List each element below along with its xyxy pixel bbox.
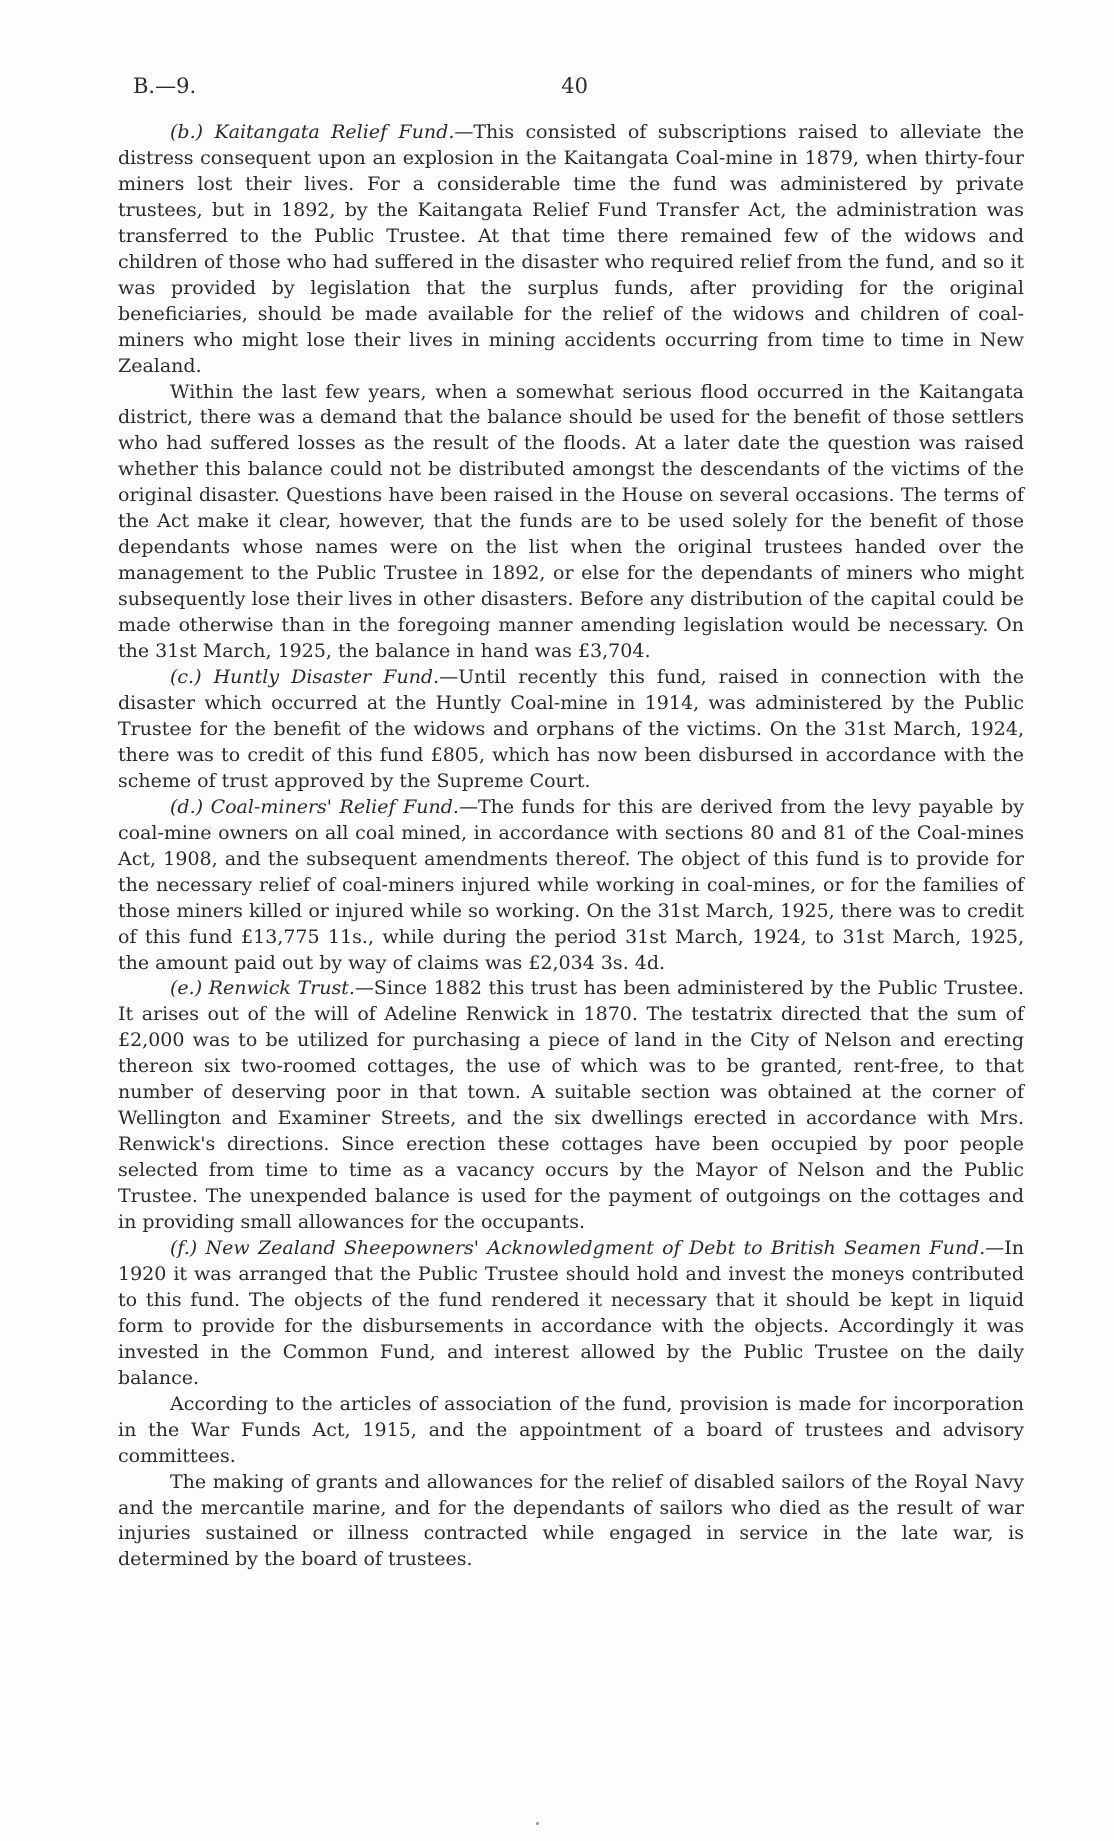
section-heading: Coal-miners' Relief Fund. [210,795,459,818]
section-heading: Kaitangata Relief Fund. [214,121,455,143]
paragraph-huntly-disaster-fund: (c.) Huntly Disaster Fund.—Until recently this fund, raised in connection with the disaster which occurred at the Huntly Coal-mine in 1914, was administered by the Public Trustee for the benefit of the widows and orphans of the victims. On the 31st March, 1924, there was to credit of this fund £805, which has now been disbursed in accordance with the scheme of trust approved by the Supreme Court. [118,666,1025,792]
paragraph-kaitangata-relief-fund: (b.) Kaitangata Relief Fund.—This consisted of subscriptions raised to alleviate the distress consequent upon an explosion in the Kaitangata Coal-mine in 1879, when thirty-four miners lost their lives. For a considerable time the fund was administered by private trustees, but in 1892, by the Kaitangata Relief Fund Transfer Act, the administration was transferred to the Public Trustee. At that time there remained few of the widows and children of those who had suffered in the disaster who required relief from the fund, and so it was provided by legislation that the surplus funds, after providing for the original beneficiaries, should be made available for the relief of the widows and children of coal-miners who might lose their lives in mining accidents occurring from time to time in New Zealand. [118,121,1024,377]
paragraph-articles-of-association: According to the articles of association of the fund, provision is made for incorporation in the War Funds Act, 1915, and the appointment of a board of trustees and advisory committees. [118,1392,1024,1467]
body-text [118,120,1024,1573]
paragraph-grants-and-allowances: The making of grants and allowances for the relief of disabled sailors of the Royal Navy and the mercantile marine, and for the dependants of sailors who died as the result of war injuries sustained or illness contracted while engaged in service in the late war, is determined by the board of trustees. [118,1470,1024,1571]
paragraph-coal-miners-relief-fund: (d.) Coal-miners' Relief Fund.—The funds for this are derived from the levy payable by coal-mine owners on all coal mined, in accordance with sections 80 and 81 of the Coal-mines Act, 1908, and the subsequent amendments thereof. The object of this fund is to provide for the necessary relief of coal-miners injured while working in coal-mines, or for the families of those miners killed or injured while so working. On the 31st March, 1925, there was to credit of this fund £13,775 11s., while during the period 31st March, 1924, to 31st March, 1925, the amount paid out by way of claims was £2,034 3s. 4d. [118,795,1024,974]
document-reference: B.—9. [133,74,197,98]
print-speck [536,1822,539,1825]
paragraph-renwick-trust: (e.) Renwick Trust.—Since 1882 this trust has been administered by the Public Trustee. It arises out of the will of Adeline Renwick in 1870. The testatrix directed that the sum of £2,000 was to be utilized for purchasing a piece of land in the City of Nelson and erecting thereon six two-roomed cottages, the use of which was to be granted, rent-free, to that number of deserving poor in that town. A suitable section was obtained at the corner of Wellington and Examiner Streets, and the six dwellings erected in accordance with Mrs. Renwick's directions. Since erection these cottages have been occupied by poor people selected from time to time as a vacancy occurs by the Mayor of Nelson and the Public Trustee. The unexpended balance is used for the payment of outgoings on the cottages and in providing small allowances for the occupants. [118,977,1024,1234]
paragraph-kaitangata-flood: Within the last few years, when a somewhat serious flood occurred in the Kaitangata district, there was a demand that the balance should be used for the benefit of those settlers who had suffered losses as the result of the floods. At a later date the question was raised whether this balance could not be distributed amongst the descendants of the victims of the original disaster. Questions have been raised in the House on several occasions. The terms of the Act make it clear, however, that the funds are to be used solely for the benefit of those dependants whose names were on the list when the original trustees handed over the management to the Public Trustee in 1892, or else for the dependants of miners who might subsequently lose their lives in other disasters. Before any distribution of the capital could be made otherwise than in the foregoing manner amending legislation would be necessary. On the 31st March, 1925, the balance in hand was £3,704. [118,380,1024,663]
section-heading: New Zealand Sheepowners' Acknowledgment of Debt to British Seamen Fund. [205,1236,986,1259]
section-heading: Renwick Trust. [208,977,355,1000]
section-heading: Huntly Disaster Fund. [213,666,440,689]
paragraph-sheepowners-fund: (f.) New Zealand Sheepowners' Acknowledgment of Debt to British Seamen Fund.—In 1920 it was arranged that the Public Trustee should hold and invest the moneys contributed to this fund. The objects of the fund rendered it necessary that it should be kept in liquid form to provide for the disbursements in accordance with the objects. Accordingly it was invested in the Common Fund, and interest allowed by the Public Trustee on the daily balance. [118,1236,1025,1389]
page-header [133,74,588,104]
page-number: 40 [561,74,588,98]
